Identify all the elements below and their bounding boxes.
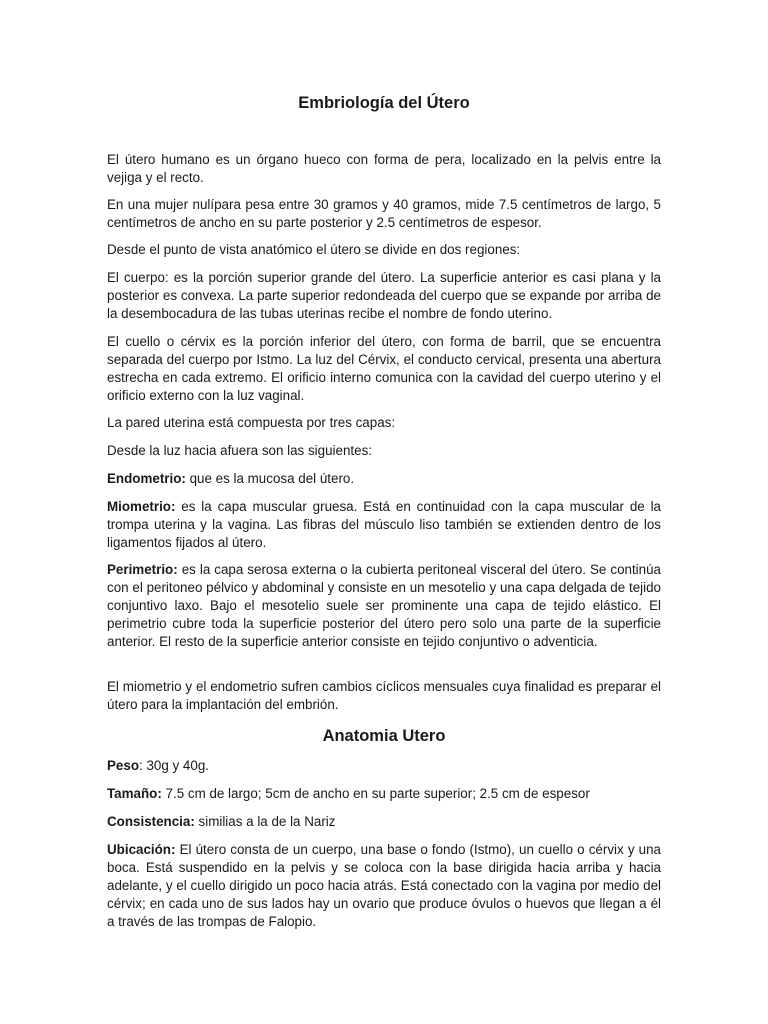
item-text: 7.5 cm de largo; 5cm de ancho en su parte superior; 2.5 cm de espesor	[161, 786, 590, 801]
item-tamano	[107, 785, 661, 803]
term-endometrio: Endometrio:	[107, 471, 186, 486]
paragraph-pared	[107, 414, 661, 432]
paragraph-text: El cuerpo: es la porción superior grande del útero. La superficie anterior es casi plana y la posterior es convexa. La parte superior redondeada del cuerpo que se expande por arriba de la desembocadura de las tubas uterinas recibe el nombre de fondo uterino.	[107, 270, 661, 321]
paragraph-text: Desde la luz hacia afuera son las siguientes:	[107, 443, 372, 458]
term-tamano: Tamaño:	[107, 786, 162, 801]
paragraph-ciclos	[107, 678, 661, 714]
term-consistencia: Consistencia:	[107, 814, 195, 829]
term-peso: Peso	[107, 758, 140, 773]
paragraph-cuerpo	[107, 269, 661, 323]
paragraph-text: que es la mucosa del útero.	[185, 471, 355, 486]
paragraph-regions	[107, 241, 661, 259]
item-text: similias a la de la Nariz	[194, 814, 336, 829]
paragraph-capas	[107, 442, 661, 460]
item-consistencia	[107, 813, 661, 831]
item-peso	[107, 757, 661, 775]
paragraph-text: El útero humano es un órgano hueco con forma de pera, localizado en la pelvis entre la vejiga y el recto.	[107, 152, 661, 185]
paragraph-text: es la capa muscular gruesa. Está en continuidad con la capa muscular de la trompa uterina y la vagina. Las fibras del músculo liso también se extienden dentro de los ligamentos fijados al útero.	[107, 499, 661, 550]
paragraph-text: El cuello o cérvix es la porción inferior del útero, con forma de barril, que se encuentra separada del cuerpo por Istmo. La luz del Cérvix, el conducto cervical, presenta una abertura estrecha en cada extremo. El orificio interno comunica con la cavidad del cuerpo uterino y el orificio externo con la luz vaginal.	[107, 334, 661, 403]
item-text: : 30g y 40g.	[139, 758, 209, 773]
term-ubicacion: Ubicación:	[107, 842, 176, 857]
paragraph-miometrio	[107, 498, 661, 552]
paragraph-cuello	[107, 333, 661, 405]
paragraph-weight	[107, 196, 661, 232]
term-miometrio: Miometrio:	[107, 499, 176, 514]
document-title: Embriología del Útero	[298, 94, 470, 112]
item-text: El útero consta de un cuerpo, una base o fondo (Istmo), un cuello o cérvix y una boca. Está suspendido en la pelvis y se coloca con la base dirigida hacia arriba y hacia adelante, y el cuello dirigido un poco hacia atrás. Está conectado con la vagina por medio del cérvix; en cada uno de sus lados hay un ovario que produce óvulos o huevos que llegan a él a través de las trompas de Falopio.	[107, 842, 661, 929]
paragraph-intro	[107, 151, 661, 187]
item-ubicacion	[107, 841, 661, 931]
paragraph-text: El miometrio y el endometrio sufren cambios cíclicos mensuales cuya finalidad es preparar el útero para la implantación del embrión.	[107, 679, 661, 712]
paragraph-endometrio	[107, 470, 661, 488]
paragraph-text: En una mujer nulípara pesa entre 30 gramos y 40 gramos, mide 7.5 centímetros de largo, 5 centímetros de ancho en su parte posterior y 2.5 centímetros de espesor.	[107, 197, 661, 230]
paragraph-text: Desde el punto de vista anatómico el útero se divide en dos regiones:	[107, 242, 521, 257]
term-perimetrio: Perimetrio:	[107, 562, 178, 577]
paragraph-perimetrio	[107, 561, 661, 651]
paragraph-text: La pared uterina está compuesta por tres capas:	[107, 415, 396, 430]
section-title-anatomia: Anatomia Utero	[322, 727, 446, 745]
paragraph-text: es la capa serosa externa o la cubierta peritoneal visceral del útero. Se continúa con el peritoneo pélvico y abdominal y consiste en un mesotelio y una capa delgada de tejido conjuntivo laxo. Bajo el mesotelio suele ser prominente una capa de tejido elástico. El perimetrio cubre toda la superficie posterior del útero pero solo una parte de la superficie anterior. El resto de la superficie anterior consiste en tejido conjuntivo o adventicia.	[107, 562, 661, 649]
